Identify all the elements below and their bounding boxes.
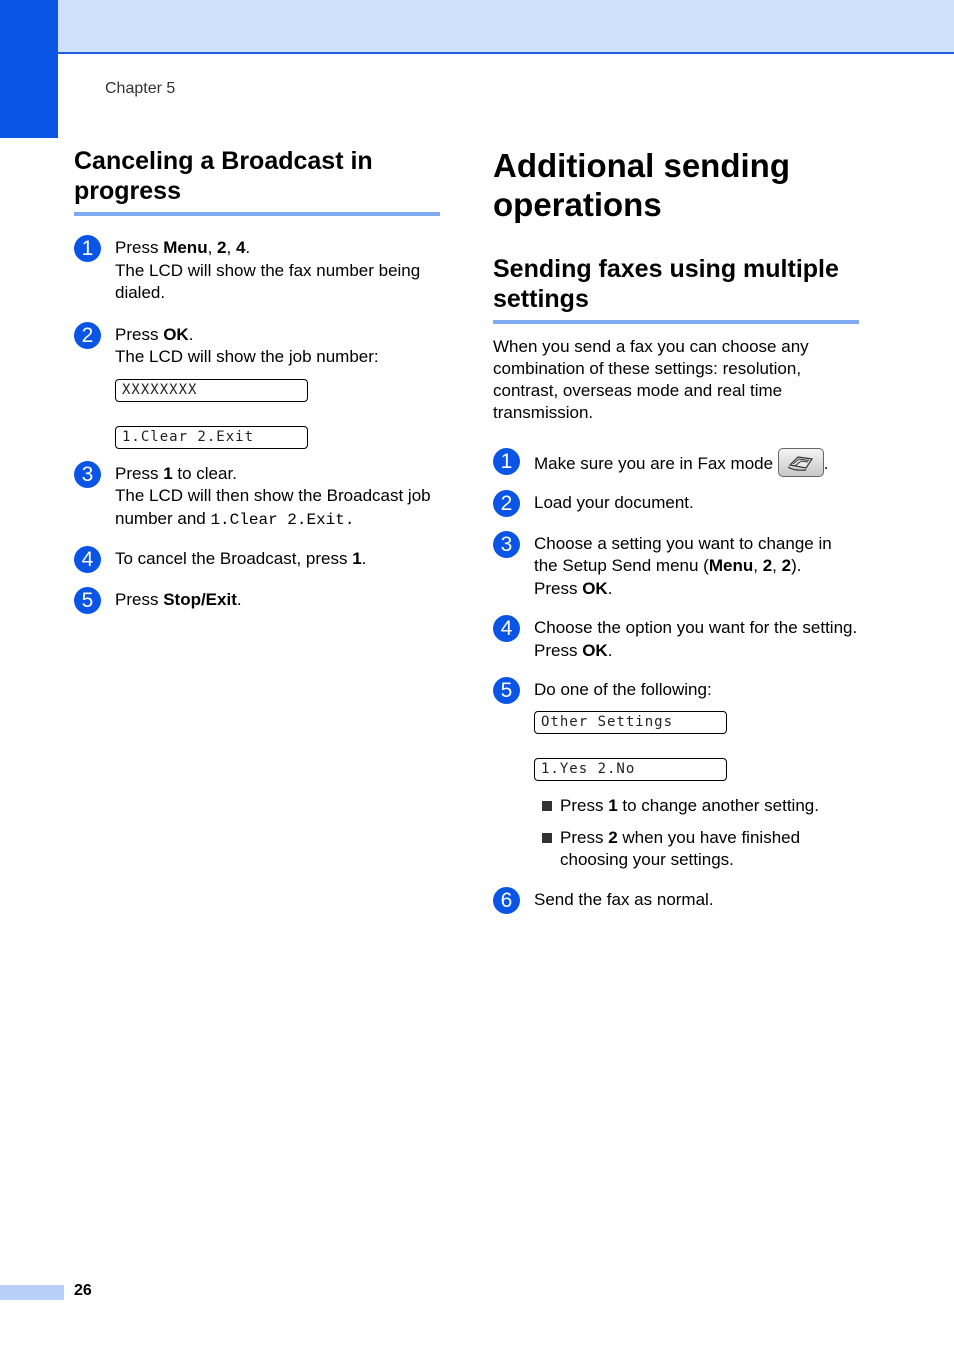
step-number-badge: 1 [493, 448, 520, 475]
left-column [74, 146, 440, 611]
section-heading-cancel-broadcast: Canceling a Broadcast in progress [74, 147, 373, 205]
right-column [493, 146, 859, 911]
step-number-badge: 4 [74, 546, 101, 573]
lcd-display-job-number: XXXXXXXX [115, 379, 308, 402]
step-number-badge: 3 [74, 461, 101, 488]
lcd-inline-text: 1.Clear 2.Exit. [210, 510, 355, 529]
chapter-section-title: Additional sending operations [493, 147, 790, 223]
option-bullet-2: Press 2 when you have finished choosing your settings. [534, 827, 859, 871]
step-number-badge: 2 [493, 490, 520, 517]
page-number: 26 [74, 1282, 92, 1299]
step-number-badge: 4 [493, 615, 520, 642]
cancel-step-2: 2 Press OK. The LCD will show the job number: XXXXXXXX 1.Clear 2.Exit [74, 324, 440, 449]
section-heading-multiple-settings: Sending faxes using multiple settings [493, 255, 839, 313]
settings-step-2: 2 Load your document. [493, 492, 859, 515]
cancel-step-5: 5 Press Stop/Exit. [74, 589, 440, 612]
step-number-badge: 3 [493, 531, 520, 558]
step-number-badge: 1 [74, 235, 101, 262]
cancel-step-3: 3 Press 1 to clear. The LCD will then show the Broadcast job number and 1.Clear 2.Exit. [74, 463, 440, 532]
settings-step-4: 4 Choose the option you want for the setting. Press OK. [493, 617, 859, 662]
option-bullet-1: Press 1 to change another setting. [534, 795, 859, 817]
lcd-display-other-settings: Other Settings [534, 711, 727, 734]
cancel-step-1: 1 Press Menu, 2, 4. The LCD will show the fax number being dialed. [74, 237, 440, 305]
header-band [0, 0, 954, 54]
step-number-badge: 5 [493, 677, 520, 704]
heading-rule [493, 320, 859, 324]
chapter-label: Chapter 5 [105, 80, 176, 97]
lcd-display-clear-exit: 1.Clear 2.Exit [115, 426, 308, 449]
chapter-tab [0, 0, 58, 138]
bullet-square-icon [542, 801, 552, 811]
heading-rule [74, 212, 440, 216]
bullet-square-icon [542, 833, 552, 843]
settings-step-1: 1 Make sure you are in Fax mode . [493, 450, 859, 479]
settings-step-3: 3 Choose a setting you want to change in the Setup Send menu (Menu, 2, 2). Press OK. [493, 533, 859, 601]
step-number-badge: 2 [74, 322, 101, 349]
step-number-badge: 5 [74, 587, 101, 614]
step-number-badge: 6 [493, 887, 520, 914]
footer-band [0, 1285, 64, 1300]
settings-step-6: 6 Send the fax as normal. [493, 889, 859, 912]
settings-step-5: 5 Do one of the following: Other Settings 1.Yes 2.No Press 1 to change another setting. Press 2 when you have finished choosing your settings. [493, 679, 859, 871]
lcd-display-yes-no: 1.Yes 2.No [534, 758, 727, 781]
fax-mode-button-icon [778, 448, 824, 477]
intro-paragraph: When you send a fax you can choose any combination of these settings: resolution, contrast, overseas mode and real time transmission. [493, 337, 809, 422]
cancel-step-4: 4 To cancel the Broadcast, press 1. [74, 548, 440, 571]
